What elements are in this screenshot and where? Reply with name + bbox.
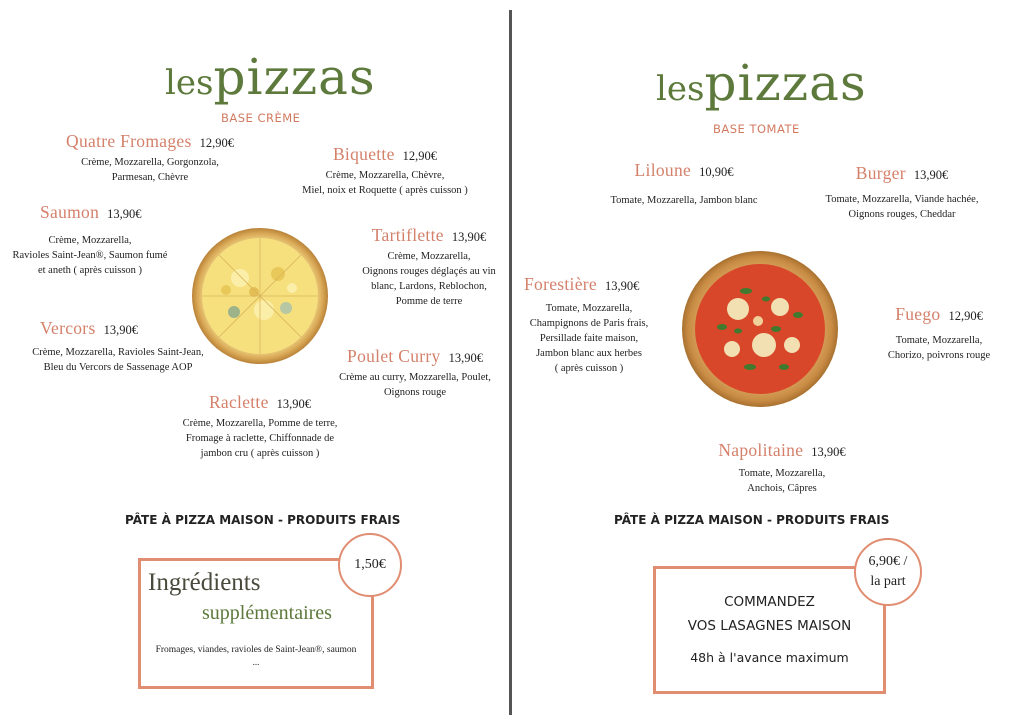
lasagne-price: 6,90€ /	[868, 554, 908, 569]
item-desc-line: Crème, Mozzarella, Chèvre,	[325, 170, 445, 181]
base-label: BASE TOMATE	[713, 122, 800, 136]
page-divider	[509, 10, 512, 715]
item-desc-line: Tomate, Mozzarella,	[738, 468, 826, 479]
lasagne-line1: COMMANDEZ	[724, 594, 815, 610]
item-desc-line: Oignons rouges, Cheddar	[848, 209, 956, 220]
lasagne-line3: 48h à l'avance maximum	[690, 650, 849, 665]
item-desc-line: Oignons rouges déglaçés au vin	[362, 266, 496, 277]
item-desc-line: Miel, noix et Roquette ( après cuisson )	[302, 185, 468, 196]
extras-price: 1,50€	[354, 557, 386, 572]
menu-item-napolitaine	[692, 440, 872, 496]
item-desc-line: Anchois, Câpres	[747, 483, 817, 494]
item-desc-line: Tomate, Mozzarella, Jambon blanc	[610, 195, 758, 206]
item-price: 13,90€	[103, 323, 138, 337]
menu-page-base-tomate	[514, 0, 1024, 722]
title-pizzas: pizzas	[704, 54, 867, 112]
item-desc-line: Persillade faite maison,	[539, 333, 639, 344]
item-name: Tartiflette	[371, 225, 444, 245]
menu-item-quatre-fromages	[40, 131, 260, 185]
item-desc-line: Bleu du Vercors de Sassenage AOP	[43, 362, 193, 373]
item-desc-line: Pomme de terre	[395, 296, 463, 307]
item-desc-line: et aneth ( après cuisson )	[37, 265, 143, 276]
item-price: 13,90€	[913, 168, 949, 182]
item-name: Napolitaine	[718, 440, 804, 460]
lasagne-box	[653, 566, 886, 694]
item-name: Vercors	[40, 318, 96, 338]
extras-price-badge	[338, 533, 402, 597]
extras-title-line2: supplémentaires	[202, 602, 332, 624]
extras-box	[138, 558, 374, 689]
menu-item-raclette	[160, 392, 360, 461]
lasagne-price-unit: la part	[870, 574, 906, 589]
tagline: PÂTE À PIZZA MAISON - PRODUITS FRAIS	[614, 513, 890, 527]
item-desc-line: Chorizo, poivrons rouge	[887, 350, 991, 361]
menu-item-vercors	[18, 318, 218, 375]
item-name: Saumon	[40, 202, 100, 222]
item-name: Raclette	[208, 392, 269, 412]
item-price: 13,90€	[448, 351, 483, 365]
item-desc-line: Champignons de Paris frais,	[529, 318, 649, 329]
item-desc-line: blanc, Lardons, Reblochon,	[371, 281, 487, 292]
item-name: Poulet Curry	[347, 346, 441, 366]
item-price: 13,90€	[811, 445, 846, 459]
page-title	[656, 54, 867, 112]
item-desc-line: Crème, Mozzarella, Pomme de terre,	[182, 418, 338, 429]
menu-item-fuego	[859, 304, 1019, 363]
item-desc-line: Crème, Mozzarella,	[387, 251, 471, 262]
item-desc-line: Tomate, Mozzarella,	[895, 335, 983, 346]
pizza-image-tomate	[680, 249, 840, 409]
item-price: 13,90€	[604, 279, 640, 293]
item-name: Burger	[855, 163, 906, 183]
item-name: Forestière	[524, 274, 597, 294]
menu-item-liloune	[589, 160, 779, 208]
item-desc-line: Fromage à raclette, Chiffonnade de	[185, 433, 335, 444]
menu-item-saumon	[10, 202, 170, 278]
item-price: 12,90€	[402, 149, 438, 163]
item-desc-line: Crème, Mozzarella, Gorgonzola,	[81, 157, 219, 168]
item-desc-line: Jambon blanc aux herbes	[536, 348, 642, 359]
item-name: Liloune	[634, 160, 692, 180]
menu-item-burger	[802, 163, 1002, 222]
extras-desc-more: ...	[252, 657, 260, 667]
menu-page-base-creme	[0, 0, 510, 722]
item-desc-line: Oignons rouge	[383, 387, 447, 398]
lasagne-line2: VOS LASAGNES MAISON	[687, 618, 852, 634]
title-les: les	[656, 69, 705, 109]
item-name: Fuego	[895, 304, 941, 324]
menu-item-biquette	[275, 144, 495, 198]
extras-title-line1: Ingrédients	[148, 569, 261, 596]
item-desc-line: Parmesan, Chèvre	[111, 172, 189, 183]
extras-desc: Fromages, viandes, ravioles de Saint-Jean®, saumon	[155, 645, 357, 655]
item-desc-line: Ravioles Saint-Jean®, Saumon fumé	[12, 250, 168, 261]
item-price: 12,90€	[948, 309, 983, 323]
item-desc-line: Crème, Mozzarella, Ravioles Saint-Jean,	[32, 347, 204, 358]
tagline: PÂTE À PIZZA MAISON - PRODUITS FRAIS	[125, 513, 401, 527]
lasagne-price-badge	[854, 538, 922, 606]
item-name: Quatre Fromages	[66, 131, 192, 151]
item-price: 13,90€	[107, 207, 142, 221]
item-price: 10,90€	[699, 165, 734, 179]
item-desc-line: Tomate, Mozzarella,	[545, 303, 633, 314]
title-pizzas: pizzas	[213, 48, 376, 106]
page-title	[165, 48, 376, 106]
item-name: Biquette	[332, 144, 395, 164]
item-desc-line: Crème au curry, Mozzarella, Poulet,	[339, 372, 491, 383]
item-price: 13,90€	[451, 230, 487, 244]
item-desc-line: jambon cru ( après cuisson )	[200, 448, 320, 459]
item-desc-line: ( après cuisson )	[554, 363, 624, 374]
item-desc-line: Crème, Mozzarella,	[48, 235, 132, 246]
base-label: BASE CRÈME	[221, 111, 301, 125]
menu-item-tartiflette	[348, 225, 510, 309]
title-les: les	[165, 63, 214, 103]
item-price: 13,90€	[276, 397, 312, 411]
item-price: 12,90€	[199, 136, 234, 150]
menu-item-forestiere	[514, 274, 664, 376]
item-desc-line: Tomate, Mozzarella, Viande hachée,	[825, 194, 979, 205]
